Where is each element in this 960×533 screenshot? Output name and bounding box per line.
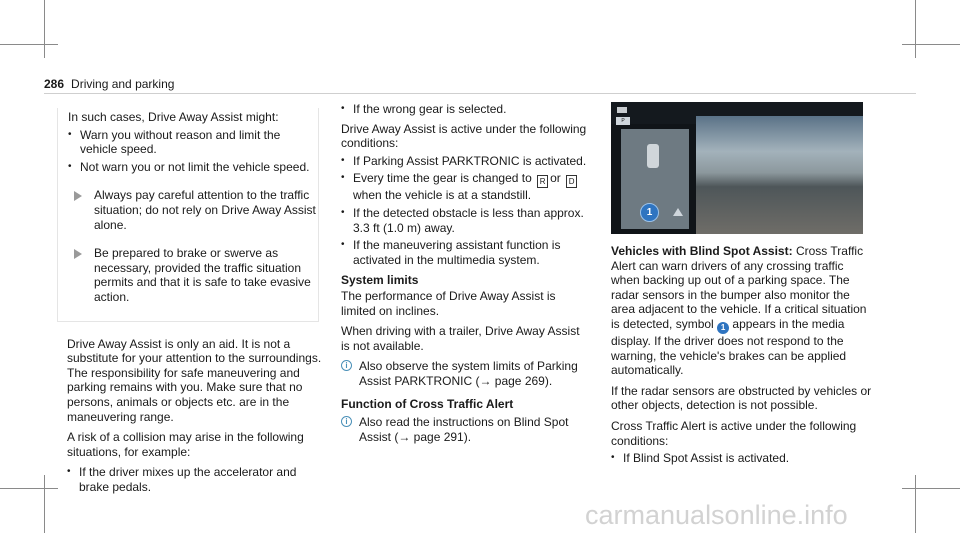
page-number: 286: [44, 77, 65, 91]
info-note: i Also observe the system limits of Parking Assist PARKTRONIC (→ page 269).: [341, 359, 591, 388]
crop-mark: [902, 44, 960, 45]
bullet-icon: •: [611, 452, 615, 464]
section-heading: System limits: [341, 273, 419, 288]
list-item: • If Parking Assist PARKTRONIC is activated.: [341, 153, 587, 168]
bullet-icon: •: [341, 239, 345, 251]
list-item: • If Blind Spot Assist is activated.: [611, 451, 790, 466]
paragraph: Vehicles with Blind Spot Assist: Cross Traffic Alert can warn drivers of any crossing traffic when backing up out of a parking space. The radar sensors in the bumper also monitor the area adjacent to the vehicle. If a critical situation is detected, symbol 1 appears in the media display. If the driver does not respond to the warning, the vehicle's brakes can be applied automatically.: [611, 244, 867, 378]
bullet-icon: •: [341, 154, 345, 166]
intro-text: In such cases, Drive Away Assist might:: [68, 110, 279, 124]
symbol-1-icon: 1: [717, 322, 729, 334]
crop-mark: [44, 475, 45, 533]
bullet-icon: •: [341, 172, 345, 184]
page-section-title: Driving and parking: [71, 77, 175, 91]
list-item: • If the detected obstacle is less than approx. 3.3 ft (1.0 m) away.: [341, 205, 584, 235]
page-header: [44, 77, 174, 92]
gear-r-icon: R: [537, 175, 548, 188]
play-arrow-icon: [74, 191, 82, 201]
vehicle-icon: [647, 144, 659, 168]
info-note: i Also read the instructions on Blind Spot Assist (→ page 291).: [341, 415, 591, 444]
rear-camera-view: [696, 116, 863, 234]
watermark: carmanualsonline.info: [585, 500, 848, 530]
crop-mark: [0, 44, 58, 45]
section-heading: Function of Cross Traffic Alert: [341, 396, 514, 411]
bullet-icon: •: [341, 103, 345, 114]
info-icon: i: [341, 360, 352, 371]
crop-mark: [915, 0, 916, 58]
paragraph: When driving with a trailer, Drive Away Assist is not available.: [341, 324, 580, 353]
crop-mark: [902, 488, 960, 489]
header-rule: [44, 93, 916, 94]
warning-note: Be prepared to brake or swerve as necessary, provided the traffic situation permits and that it is safe to take evasive action.: [68, 246, 318, 304]
info-icon: i: [341, 416, 352, 427]
crop-mark: [44, 0, 45, 58]
bullet-icon: •: [341, 206, 345, 218]
gear-d-icon: D: [566, 175, 577, 188]
camera-icon: [617, 107, 627, 113]
warning-box: [57, 108, 319, 322]
paragraph: The performance of Drive Away Assist is limited on inclines.: [341, 288, 556, 318]
paragraph: Drive Away Assist is only an aid. It is not a substitute for your attention to the surroundings. The responsibility for safe maneuvering and parking remains with you. Make sure that no persons, animals or objects etc. are in the maneuvering range.: [67, 336, 322, 424]
list-item: • Warn you without reason and limit the vehicle speed.: [68, 127, 281, 157]
bullet-icon: •: [68, 160, 72, 172]
paragraph: Cross Traffic Alert is active under the following conditions:: [611, 418, 857, 448]
parking-badge: P: [616, 117, 630, 125]
warning-note: Always pay careful attention to the traffic situation; do not rely on Drive Away Assist alone.: [68, 188, 318, 232]
paragraph: If the radar sensors are obstructed by vehicles or other objects, detection is not possible.: [611, 383, 872, 413]
crop-mark: [915, 475, 916, 533]
multimedia-display-screenshot: [611, 102, 863, 234]
list-item: • If the maneuvering assistant function is activated in the multimedia system.: [341, 238, 561, 267]
crop-mark: [0, 488, 58, 489]
list-item: • Not warn you or not limit the vehicle speed.: [68, 159, 310, 174]
list-item: • If the wrong gear is selected.: [341, 102, 507, 116]
play-arrow-icon: [74, 249, 82, 259]
paragraph: A risk of a collision may arise in the following situations, for example:: [67, 430, 304, 459]
list-item: • Every time the gear is changed to R or D when the vehicle is at a standstill.: [341, 171, 591, 203]
column-1: [67, 102, 329, 497]
column-3: [611, 244, 873, 469]
list-item: • If the driver mixes up the accelerator and brake pedals.: [67, 465, 297, 494]
paragraph: Drive Away Assist is active under the following conditions:: [341, 121, 587, 151]
column-2: [341, 102, 591, 448]
callout-1: 1: [640, 203, 659, 222]
warning-triangle-icon: [673, 208, 683, 216]
bullet-icon: •: [68, 128, 72, 140]
bullet-icon: •: [67, 466, 71, 478]
